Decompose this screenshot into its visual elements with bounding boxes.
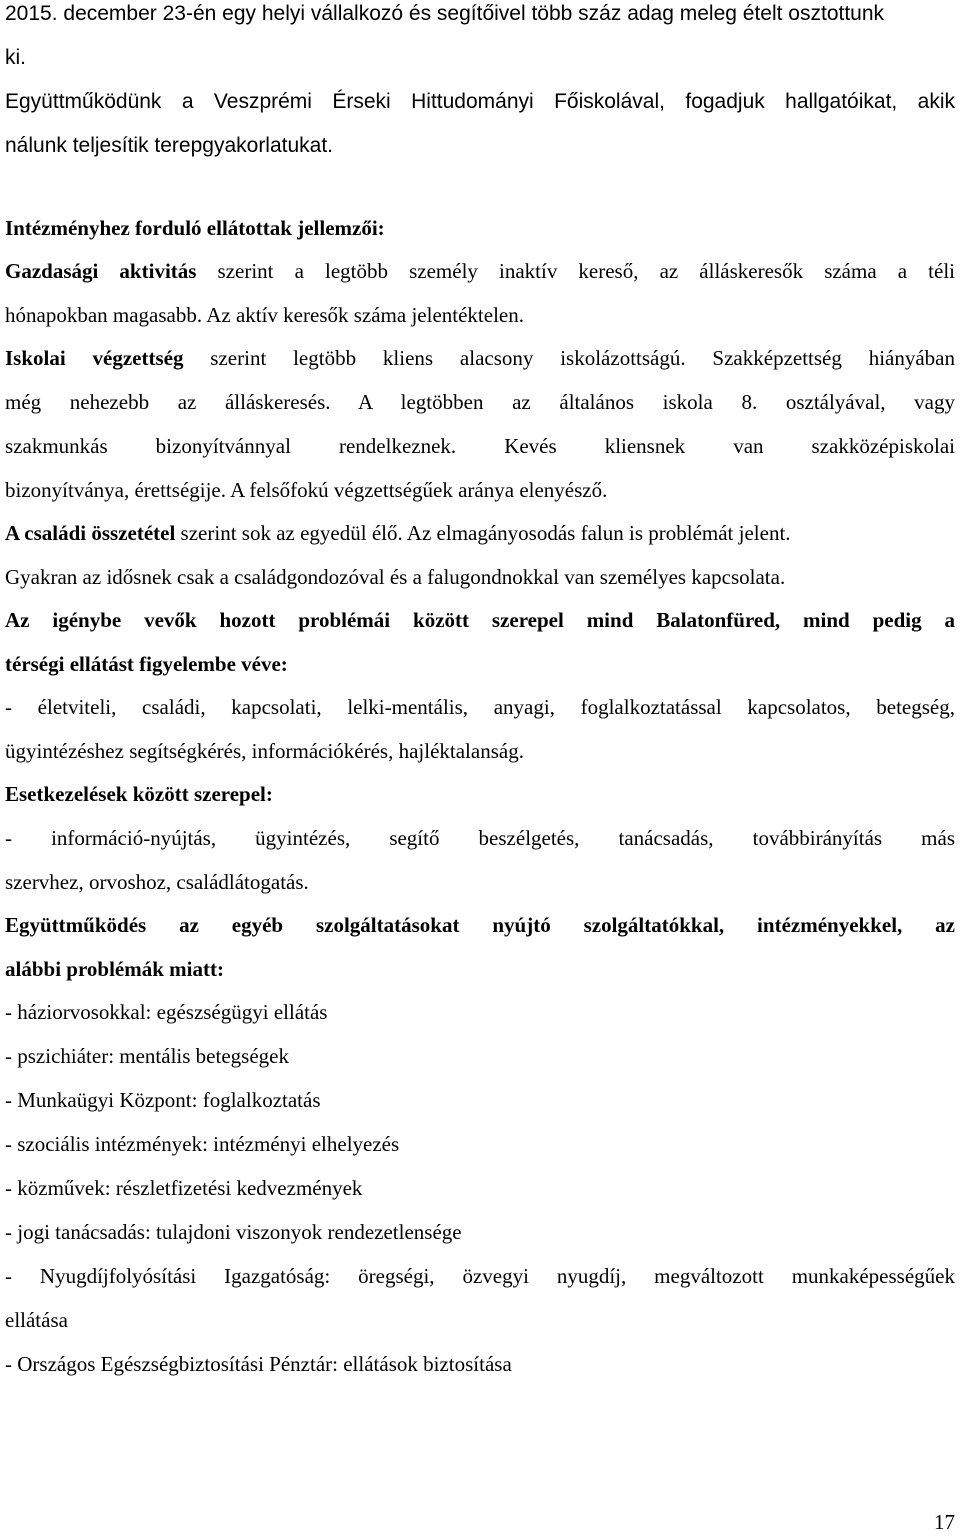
- intro-line: Együttműködünk a Veszprémi Érseki Hittudományi Főiskolával, fogadjuk hallgatóikat, akik: [5, 90, 955, 113]
- problems-body-line: ügyintézéshez segítségkérés, információkérés, hajléktalanság.: [5, 739, 524, 763]
- case-handling-line: szervhez, orvoshoz, családlátogatás.: [5, 870, 309, 894]
- list-item: - közművek: részletfizetési kedvezmények: [5, 1176, 363, 1200]
- education-paragraph: [5, 336, 955, 512]
- case-handling-heading: Esetkezelések között szerepel:: [5, 782, 273, 806]
- problems-heading: [5, 598, 955, 686]
- family-paragraph: [5, 511, 955, 599]
- family-line: [5, 511, 955, 555]
- case-handling-line: - információ-nyújtás, ügyintézés, segítő beszélgetés, tanácsadás, továbbirányítás más: [5, 826, 955, 850]
- list-item: - háziorvosokkal: egészségügyi ellátás: [5, 1000, 328, 1024]
- list-item: - jogi tanácsadás: tulajdoni viszonyok rendezetlensége: [5, 1220, 462, 1244]
- case-handling-body: [5, 816, 955, 904]
- page-number: 17: [934, 1510, 955, 1534]
- cooperation-list: [5, 990, 955, 1386]
- cooperation-heading-line: Együttműködés az egyéb szolgáltatásokat nyújtó szolgáltatókkal, intézményekkel, az: [5, 913, 955, 937]
- economic-text: szerint a legtöbb személy inaktív kereső, az álláskeresők száma a téli: [196, 259, 955, 283]
- economic-line: [5, 249, 955, 293]
- family-label: A családi összetétel: [5, 521, 176, 545]
- family-text: szerint sok az egyedül élő. Az elmagányosodás falun is problémát jelent.: [175, 521, 791, 545]
- economic-line: hónapokban magasabb. Az aktív keresők száma jelentéktelen.: [5, 303, 524, 327]
- economic-activity-paragraph: [5, 249, 955, 337]
- problems-heading-line: Az igénybe vevők hozott problémái között szerepel mind Balatonfüred, mind pedig a: [5, 608, 955, 632]
- problems-body-line: - életviteli, családi, kapcsolati, lelki-mentális, anyagi, foglalkoztatással kapcsolatos, betegség,: [5, 695, 955, 719]
- problems-body: [5, 685, 955, 773]
- education-line: szakmunkás bizonyítvánnyal rendelkeznek. Kevés kliensnek van szakközépiskolai: [5, 434, 955, 458]
- list-item: - Országos Egészségbiztosítási Pénztár: ellátások biztosítása: [5, 1352, 512, 1376]
- intro-line: 2015. december 23-én egy helyi vállalkozó és segítőivel több száz adag meleg ételt osztottunk: [5, 2, 885, 25]
- education-line: [5, 336, 955, 380]
- education-line: bizonyítványa, érettségije. A felsőfokú végzettségűek aránya elenyésző.: [5, 478, 608, 502]
- education-label: Iskolai végzettség: [5, 346, 184, 370]
- list-item: ellátása: [5, 1308, 68, 1332]
- family-line: Gyakran az idősnek csak a családgondozóval és a falugondnokkal van személyes kapcsolata.: [5, 565, 786, 589]
- characteristics-heading: Intézményhez forduló ellátottak jellemzői:: [5, 216, 385, 240]
- cooperation-heading: [5, 903, 955, 991]
- list-item: - szociális intézmények: intézményi elhelyezés: [5, 1132, 400, 1156]
- intro-line: ki.: [5, 46, 26, 69]
- intro-line: nálunk teljesítik terepgyakorlatukat.: [5, 134, 334, 157]
- list-item: - pszichiáter: mentális betegségek: [5, 1044, 289, 1068]
- problems-heading-line: térségi ellátást figyelembe véve:: [5, 652, 288, 676]
- list-item: - Nyugdíjfolyósítási Igazgatóság: öregségi, özvegyi nyugdíj, megváltozott munkaképességűek: [5, 1264, 955, 1288]
- economic-label: Gazdasági aktivitás: [5, 259, 197, 283]
- education-text: szerint legtöbb kliens alacsony iskolázottságú. Szakképzettség hiányában: [183, 346, 955, 370]
- cooperation-heading-line: alábbi problémák miatt:: [5, 957, 224, 981]
- list-item: - Munkaügyi Központ: foglalkoztatás: [5, 1088, 321, 1112]
- document-page: [5, 0, 955, 1376]
- intro-paragraph: [5, 0, 955, 168]
- education-line: még nehezebb az álláskeresés. A legtöbben az általános iskola 8. osztályával, vagy: [5, 390, 955, 414]
